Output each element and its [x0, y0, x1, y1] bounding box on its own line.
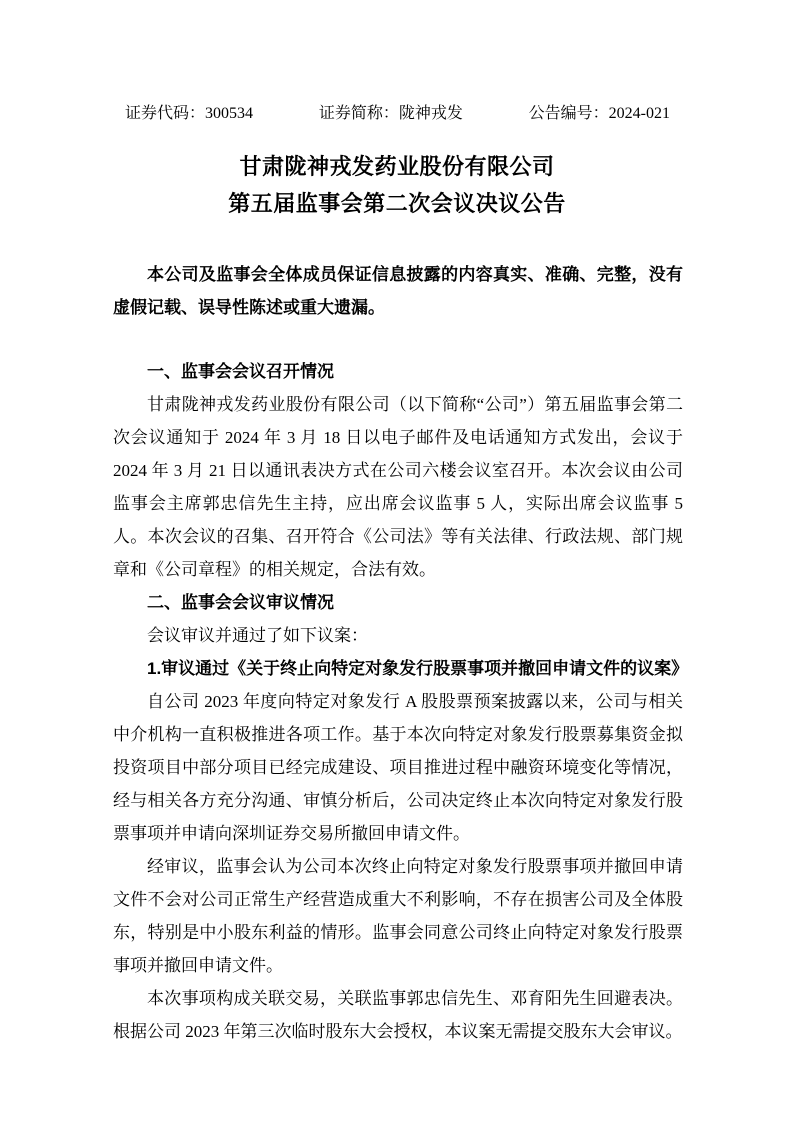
stock-code: 证券代码：300534: [125, 105, 254, 122]
announcement-number: 公告编号：2024-021: [528, 105, 670, 122]
proposal-1-paragraph-2: 经审议，监事会认为公司本次终止向特定对象发行股票事项并撤回申请文件不会对公司正常生产经营造成重大不利影响，不存在损害公司及全体股东，特别是中小股东利益的情形。监事会同意公司终止向特定对象发行股票事项并撤回申请文件。: [113, 857, 683, 975]
title-block: [0, 148, 794, 222]
stock-short-name: 证券简称：陇神戎发: [318, 105, 463, 122]
company-name-title: 甘肃陇神戎发药业股份有限公司: [239, 154, 555, 179]
proposal-1-paragraph-3: 本次事项构成关联交易，关联监事郭忠信先生、邓育阳先生回避表决。根据公司 2023 年第三次临时股东大会授权，本议案无需提交股东大会审议。: [113, 989, 683, 1041]
section-1-paragraph: 甘肃陇神戎发药业股份有限公司（以下简称“公司”）第五届监事会第二次会议通知于 2024 年 3 月 18 日以电子邮件及电话通知方式发出，会议于 2024 年 3 月 21 日以通讯表决方式在公司六楼会议室召开。本次会议由公司监事会主席郭忠信先生主持，应出席会议监事 5 人，实际出席会议监事 5 人。本次会议的召集、召开符合《公司法》等有关法律、行政法规、部门规章和《公司章程》的相关规定，合法有效。: [113, 395, 683, 579]
disclaimer-statement: 本公司及监事会全体成员保证信息披露的内容真实、准确、完整，没有虚假记载、误导性陈述或重大遗漏。: [113, 265, 683, 317]
section-2-heading: 二、监事会会议审议情况: [147, 593, 334, 612]
section-2-intro: 会议审议并通过了如下议案：: [147, 626, 368, 645]
proposal-1-paragraph-1: 自公司 2023 年度向特定对象发行 A 股股票预案披露以来，公司与相关中介机构一直积极推进各项工作。基于本次向特定对象发行股票募集资金拟投资项目中部分项目已经完成建设、项目推进过程中融资环境变化等情况，经与相关各方充分沟通、审慎分析后，公司决定终止本次向特定对象发行股票事项并申请向深圳证券交易所撤回申请文件。: [113, 692, 683, 843]
meta-header-row: [125, 104, 670, 123]
announcement-title: 第五届监事会第二次会议决议公告: [228, 191, 566, 216]
section-1-heading: 一、监事会会议召开情况: [147, 362, 334, 381]
document-body: [113, 355, 689, 1048]
proposal-1-heading: 1.审议通过《关于终止向特定对象发行股票事项并撤回申请文件的议案》: [147, 659, 689, 678]
